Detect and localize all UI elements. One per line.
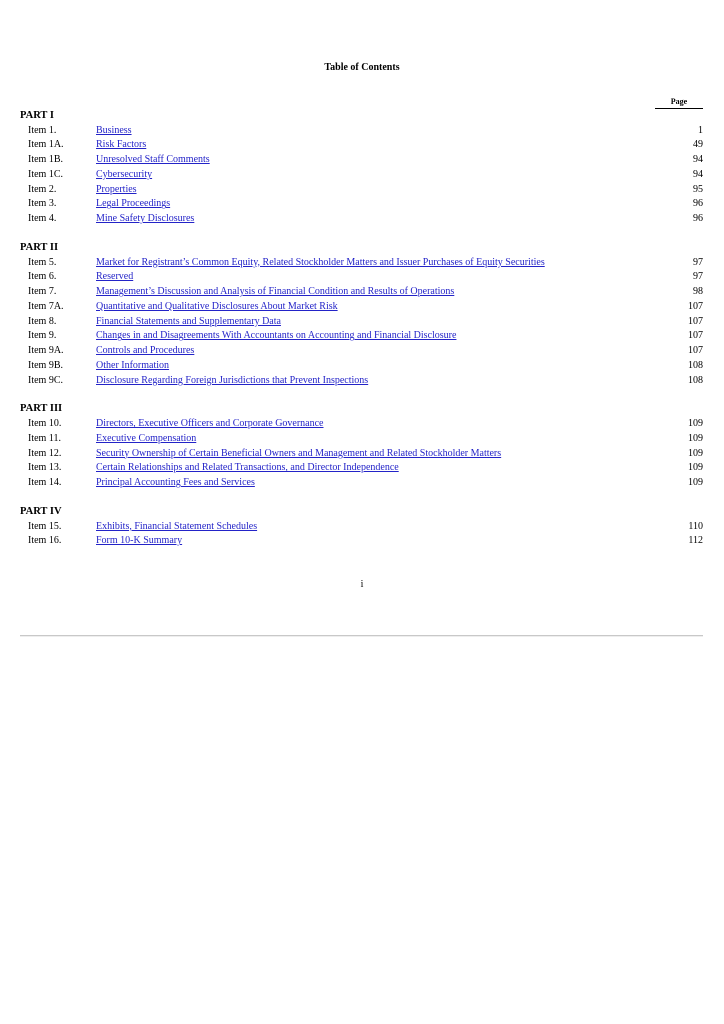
item-page-number: 1: [698, 124, 703, 136]
item-number: Item 9C.: [28, 374, 63, 386]
item-page-number: 96: [693, 198, 703, 210]
item-number: Item 3.: [28, 198, 57, 210]
toc-link[interactable]: Directors, Executive Officers and Corporate Governance: [96, 418, 324, 430]
toc-row: [20, 417, 703, 432]
item-number: Item 1C.: [28, 168, 63, 180]
toc-row: [20, 476, 703, 491]
toc-part: [20, 402, 703, 490]
item-page-number: 109: [688, 477, 703, 489]
item-page-number: 97: [693, 256, 703, 268]
toc-link[interactable]: Risk Factors: [96, 139, 147, 151]
item-number: Item 2.: [28, 183, 57, 195]
toc-row: [20, 270, 703, 285]
item-page-number: 96: [693, 213, 703, 225]
toc-row: [20, 359, 703, 374]
item-number: Item 9A.: [28, 345, 64, 357]
item-number: Item 10.: [28, 418, 62, 430]
item-number: Item 13.: [28, 462, 62, 474]
item-number: Item 5.: [28, 256, 57, 268]
toc-row: [20, 374, 703, 389]
item-page-number: 98: [693, 286, 703, 298]
item-number: Item 7.: [28, 286, 57, 298]
page-number: i: [360, 579, 364, 590]
item-page-number: 109: [688, 432, 703, 444]
item-page-number: 97: [693, 271, 703, 283]
toc-row: [20, 315, 703, 330]
toc-row: [20, 168, 703, 183]
toc-row: [20, 520, 703, 535]
toc-row: [20, 124, 703, 139]
item-page-number: 112: [688, 535, 703, 547]
toc-link[interactable]: Financial Statements and Supplementary Data: [96, 315, 281, 327]
toc-link[interactable]: Unresolved Staff Comments: [96, 154, 210, 166]
toc-row: [20, 300, 703, 315]
toc-row: [20, 138, 703, 153]
toc-link[interactable]: Disclosure Regarding Foreign Jurisdictions that Prevent Inspections: [96, 374, 369, 386]
toc-row: [20, 197, 703, 212]
item-number: Item 7A.: [28, 300, 64, 312]
toc-part: [20, 241, 703, 388]
item-page-number: 107: [688, 330, 703, 342]
item-number: Item 9B.: [28, 359, 63, 371]
item-number: Item 1A.: [28, 139, 64, 151]
item-page-number: 108: [688, 374, 703, 386]
toc-link[interactable]: Cybersecurity: [96, 168, 153, 180]
toc-link[interactable]: Exhibits, Financial Statement Schedules: [96, 520, 258, 532]
toc-row: [20, 344, 703, 359]
toc-link[interactable]: Properties: [96, 183, 137, 195]
toc-link[interactable]: Legal Proceedings: [96, 198, 171, 210]
item-number: Item 4.: [28, 213, 57, 225]
item-number: Item 1B.: [28, 154, 63, 166]
item-page-number: 109: [688, 418, 703, 430]
toc-link[interactable]: Principal Accounting Fees and Services: [96, 477, 255, 489]
toc-row: [20, 461, 703, 476]
toc-link[interactable]: Management’s Discussion and Analysis of Financial Condition and Results of Operations: [96, 286, 455, 298]
page-divider: [20, 635, 703, 637]
part-heading: PART I: [20, 110, 54, 121]
toc-row: [20, 256, 703, 271]
page-title: Table of Contents: [324, 62, 400, 73]
item-number: Item 1.: [28, 124, 57, 136]
item-number: Item 14.: [28, 477, 62, 489]
toc-row: [20, 447, 703, 462]
item-page-number: 108: [688, 359, 703, 371]
item-page-number: 107: [688, 300, 703, 312]
item-page-number: 109: [688, 462, 703, 474]
toc-row: [20, 432, 703, 447]
item-page-number: 107: [688, 345, 703, 357]
item-number: Item 12.: [28, 447, 62, 459]
item-page-number: 94: [693, 168, 703, 180]
toc-part: [20, 505, 703, 549]
toc-row: [20, 329, 703, 344]
toc-row: [20, 183, 703, 198]
item-page-number: 49: [693, 139, 703, 151]
toc-link[interactable]: Changes in and Disagreements With Accountants on Accounting and Financial Disclosure: [96, 330, 457, 342]
item-number: Item 6.: [28, 271, 57, 283]
part-heading: PART IV: [20, 505, 62, 517]
toc-row: [20, 212, 703, 227]
table-of-contents: [20, 109, 703, 563]
item-page-number: 110: [688, 520, 703, 532]
toc-link[interactable]: Security Ownership of Certain Beneficial Owners and Management and Related Stockholder Matters: [96, 447, 502, 459]
item-page-number: 94: [693, 154, 703, 166]
item-number: Item 16.: [28, 535, 62, 547]
toc-link[interactable]: Market for Registrant’s Common Equity, Related Stockholder Matters and Issuer Purchases of Equity Securities: [96, 256, 545, 268]
part-heading: PART III: [20, 403, 63, 415]
part-heading: PART II: [20, 241, 59, 253]
toc-link[interactable]: Executive Compensation: [96, 432, 197, 444]
item-page-number: 109: [688, 447, 703, 459]
toc-part: [20, 109, 703, 227]
item-number: Item 8.: [28, 315, 57, 327]
toc-row: [20, 153, 703, 168]
item-number: Item 11.: [28, 432, 61, 444]
toc-link[interactable]: Form 10-K Summary: [96, 535, 183, 547]
toc-link[interactable]: Controls and Procedures: [96, 345, 195, 357]
item-page-number: 107: [688, 315, 703, 327]
item-number: Item 15.: [28, 520, 62, 532]
toc-link[interactable]: Business: [96, 124, 132, 136]
toc-row: [20, 534, 703, 549]
toc-link[interactable]: Reserved: [96, 271, 134, 283]
toc-row: [20, 285, 703, 300]
toc-link[interactable]: Quantitative and Qualitative Disclosures About Market Risk: [96, 300, 338, 312]
item-number: Item 9.: [28, 330, 57, 342]
page-column-header: Page: [655, 97, 703, 109]
toc-link[interactable]: Mine Safety Disclosures: [96, 213, 195, 225]
toc-link[interactable]: Other Information: [96, 359, 170, 371]
item-page-number: 95: [693, 183, 703, 195]
toc-link[interactable]: Certain Relationships and Related Transactions, and Director Independence: [96, 462, 399, 474]
